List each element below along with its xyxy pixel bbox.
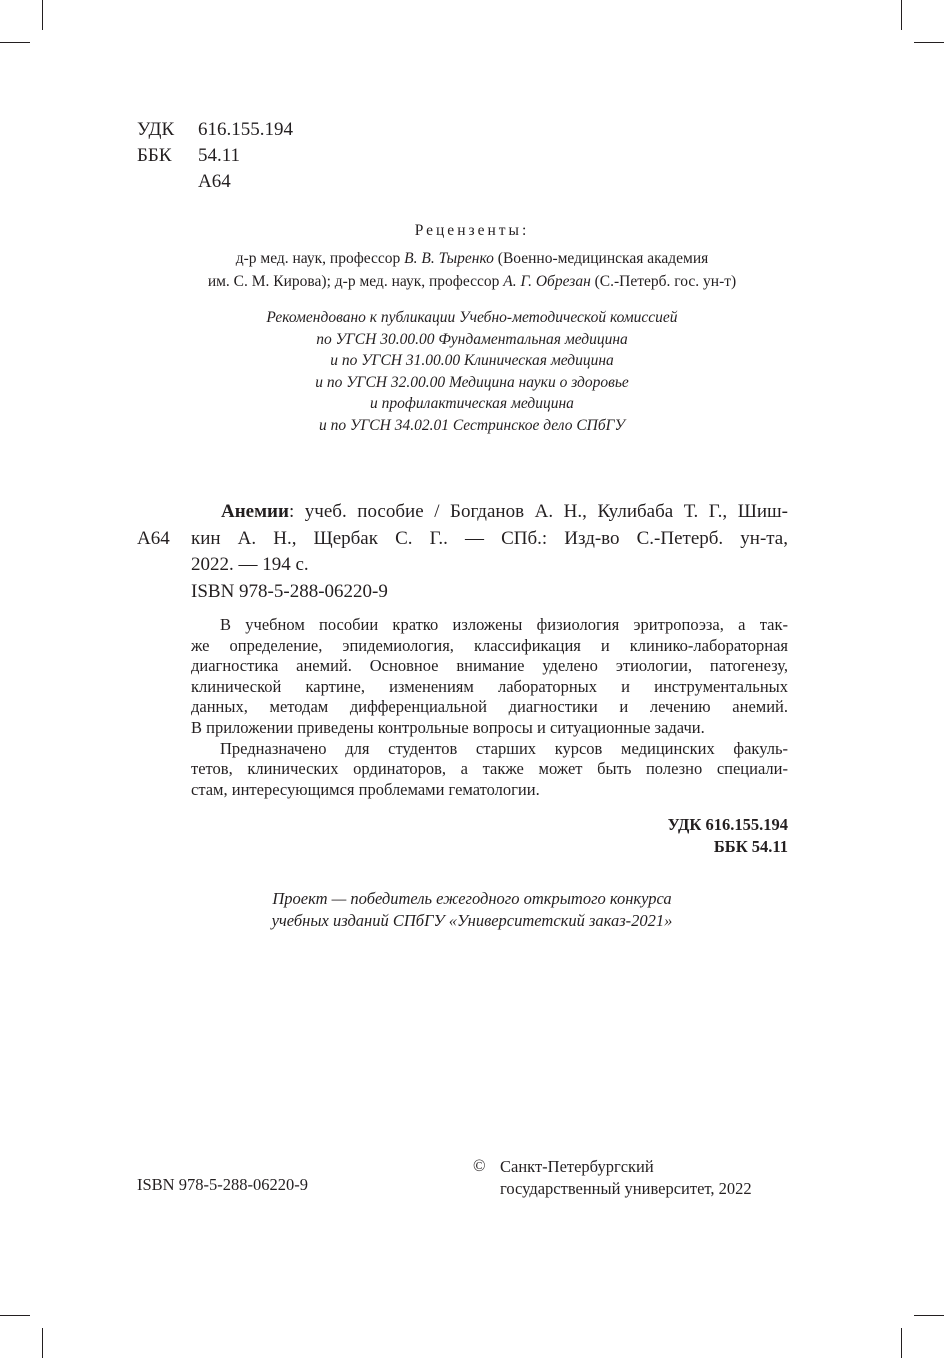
publication-recommendation [120, 307, 824, 436]
copyright-symbol: © [473, 1156, 486, 1175]
project-note [120, 888, 824, 932]
recommendation-line: и профилактическая медицина [370, 395, 574, 412]
udk-value: 616.155.194 [198, 119, 293, 140]
abstract-line: В учебном пособии кратко изложены физиология эритропоэза, а так- [220, 615, 788, 634]
bibliography-line-1: Анемии: учеб. пособие / Богданов А. Н., Кулибаба Т. Г., Шиш- [221, 501, 788, 522]
bbk-label: ББК [137, 145, 172, 166]
copyright-holder [500, 1156, 752, 1199]
crop-mark-bottom-left-horizontal [0, 1315, 30, 1316]
bibliography-line-3: 2022. — 194 с. [191, 554, 309, 575]
bbk-value: 54.11 [198, 145, 241, 166]
closing-udk: УДК 616.155.194 [667, 815, 788, 834]
bibliography-isbn: ISBN 978-5-288-06220-9 [191, 581, 388, 602]
recommendation-line: и по УГСН 32.00.00 Медицина науки о здоровье [315, 373, 629, 391]
closing-codes [520, 814, 788, 858]
reviewer-name-1: В. В. Тыренко [404, 250, 494, 267]
project-line-1: Проект — победитель ежегодного открытого конкурса [272, 889, 672, 908]
crop-mark-bottom-left-vertical [42, 1328, 43, 1358]
crop-mark-top-left-vertical [42, 0, 43, 30]
reviewer-name-2: А. Г. Обрезан [503, 273, 591, 290]
copyright-line-2: государственный университет, 2022 [500, 1178, 752, 1198]
reviewer-line-2: им. С. М. Кирова); д-р мед. наук, профессор А. Г. Обрезан (С.-Петерб. гос. ун-т) [207, 273, 737, 290]
abstract-line: Предназначено для студентов старших курсов медицинских факуль- [220, 738, 788, 758]
crop-mark-top-right-horizontal [914, 42, 944, 43]
recommendation-line: и по УГСН 34.02.01 Сестринское дело СПбГУ [319, 416, 625, 434]
abstract-line: диагностика анемий. Основное внимание уделено этиологии, патогенезу, [191, 656, 788, 676]
recommendation-line: по УГСН 30.00.00 Фундаментальная медицина [316, 330, 628, 348]
closing-bbk: ББК 54.11 [713, 837, 788, 856]
abstract-line: же определение, эпидемиология, классификация и клинико-лабораторная [191, 635, 788, 655]
project-line-2: учебных изданий СПбГУ «Университетский заказ-2021» [271, 911, 673, 930]
bibliography-line-2: кин А. Н., Щербак С. Г.. — СПб.: Изд-во С.-Петерб. ун-та, [191, 528, 788, 549]
abstract-line: клинической картине, изменениям лабораторных и инструментальных [191, 676, 788, 696]
abstract-line: стам, интересующимся проблемами гематологии. [191, 779, 540, 799]
crop-mark-bottom-right-horizontal [914, 1315, 944, 1316]
abstract-line: В приложении приведены контрольные вопросы и ситуационные задачи. [191, 717, 705, 737]
reviewer-line-1: д-р мед. наук, профессор В. В. Тыренко (Военно-медицинская академия [235, 250, 709, 267]
recommendation-line: Рекомендовано к публикации Учебно-методической комиссией [266, 309, 678, 326]
reviewers-block [120, 247, 824, 293]
abstract [191, 615, 788, 800]
bibliography-code: А64 [137, 528, 170, 549]
crop-mark-top-left-horizontal [0, 42, 30, 43]
reviewers-heading: Рецензенты: [414, 222, 530, 239]
book-title: Анемии [221, 501, 289, 522]
abstract-line: тетов, клинических ординаторов, а также может быть полезно специали- [191, 759, 788, 779]
classification-codes [137, 117, 293, 195]
crop-mark-top-right-vertical [901, 0, 902, 30]
footer-isbn: ISBN 978-5-288-06220-9 [137, 1175, 308, 1194]
crop-mark-bottom-right-vertical [901, 1328, 902, 1358]
copyright-line-1: Санкт-Петербургский [500, 1157, 654, 1176]
udk-label: УДК [137, 119, 175, 140]
author-sign: А64 [198, 171, 231, 192]
abstract-line: данных, методам дифференциальной диагностики и лечению анемий. [191, 697, 788, 717]
recommendation-line: и по УГСН 31.00.00 Клиническая медицина [330, 352, 614, 369]
